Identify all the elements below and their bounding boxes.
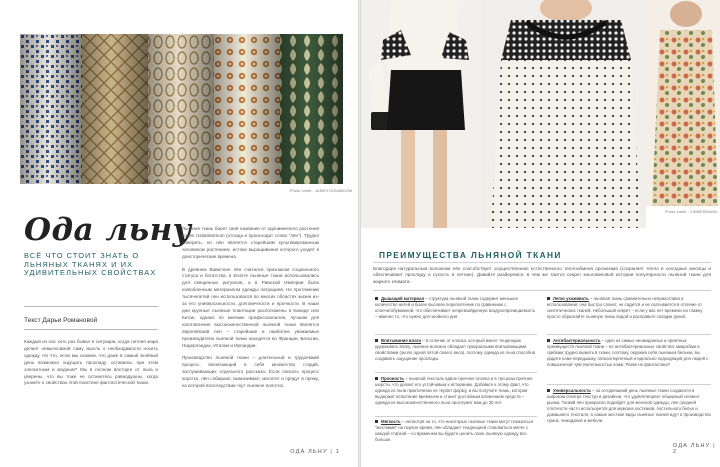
left-page [0, 0, 358, 467]
advantage-item [547, 338, 711, 368]
advantage-divider [375, 416, 537, 417]
section-intro: Благодаря натуральным волокнам лён способствует осуществлению естественного теплообмена организма (сохраняет тепло в холодные месяцы и обеспечивает прохладу и сухость в летние). Давайте разберемся, в чем же таится секрет многовековой истории популярности льняной ткани для жаркого климата. [373, 266, 711, 284]
advantage-item [375, 338, 537, 362]
advantage-term: Впитывание влаги [381, 338, 422, 343]
advantage-text: – льняная ткань сравнительно неприхотлива в использовании: она быстро сохнет, не садится и не скатывается в отличие от синтетических тканей. Небольшой секрет – если у вас нет времени на глажку, просто обрызгайте льняную ткань водой и расправьте складки рукой. [547, 296, 704, 319]
advantage-item [547, 296, 711, 320]
model-illustration [361, 0, 646, 228]
advantage-divider [547, 384, 711, 385]
advantage-term: Легко ухаживать [553, 296, 589, 301]
section-title: ПРЕИМУЩЕСТВА ЛЬНЯНОЙ ТКАНИ [379, 250, 562, 260]
advantage-term: Дышащий материал [381, 296, 425, 301]
fashion-photo-floral-dress [646, 0, 720, 206]
subtitle-divider [24, 306, 158, 307]
section-divider [373, 262, 711, 263]
advantage-divider [375, 372, 537, 373]
article-author: Текст Дарьи Романовой [24, 317, 98, 324]
advantage-item [375, 419, 537, 443]
floral-dress-illustration [646, 0, 720, 206]
left-photo-credit: Photo credit : JAMES DONABOOM [290, 189, 353, 193]
advantage-divider [547, 334, 711, 335]
advantage-text: – структура льняной ткани содержит меньшее количество нитей и более высокое переплетение по сравнению с хлопчатобумажной, что обеспечивает непревзойденную воздухопроницаемость – именно то, что нужно для знойного дня. [375, 296, 536, 319]
fabric-rolls-illustration [20, 34, 343, 184]
article-column [182, 226, 319, 396]
column-paragraph: Льняная ткань берет своё название от одноименного растения Linum Usitatissimum (отсюда и происходит слово "лён"). Трудно поверить, но лён является старейшим культивированным человеком растением, истоки выращивания которого уходят в доисторические времена. [182, 226, 319, 259]
advantage-term: Прочность [381, 376, 405, 381]
advantage-item [375, 296, 537, 320]
advantage-text: – одно из самых неожиданных и приятных преимуществ льняной ткани – ее антибактериальные свойства: микробам и грибкам трудно выжить в ткани, поэтому, окружив себя льняным бельем, вы дадите коже передышку, гипоаллергенный и идеально подходящий для людей с повышенной чувствительностью кожи. Разве не фантастика? [547, 338, 709, 367]
right-page-folio: ОДА ЛЬНУ | 2 [673, 443, 716, 455]
advantage-item [547, 388, 711, 423]
right-photo-credit: Photo credit : ZIMMERMANN [665, 210, 717, 214]
advantage-term: Мягкость [381, 419, 401, 424]
author-divider [24, 329, 158, 330]
advantage-term: Универсальность [553, 388, 591, 393]
advantage-text: – в отличие от хлопка, который имеет тенденцию удерживать влагу, льняное волокно обладает прекрасными впитывающими свойствами (около одной пятой своего веса), поэтому одежда из льна способна создавать ощущение прохлады. [375, 338, 536, 361]
article-title: Ода льну [24, 212, 192, 248]
lead-paragraph: Каждый из нас хоть раз бывал в ситуации, когда летняя жара делает невыносимой саму мысль о необходимости носить одежду. Но что, если мы скажем, что даже в самый знойный день возможно ощущать прохладу, оставаясь при этом элегантным и модным? Мы в полном восторге от льна и уверены, что вы тоже не останетесь равнодушны, когда узнаете о свойствах этой поистине фантастической ткани. [24, 339, 158, 386]
right-page [361, 0, 720, 467]
advantage-text: – льняной текстиль вдвое прочнее хлопка и в три раза прочнее шерсти, что делает его устойчивым к истиранию. Добавьте к этому факт, что одежда из льна практически не теряет форму, и вы получите ткань, которая выдержит испытание временем и станет достойным вложением средств – одежда из высококачественного льна прослужит вам до 30 лет. [375, 376, 533, 405]
advantage-item [375, 376, 537, 406]
advantage-divider [375, 334, 537, 335]
fashion-photo-lace-blouse [361, 0, 646, 228]
advantage-text: – несмотря на то, что некоторые льняные ткани могут показаться "жесткими" на первое время, лён обладает тенденцией становиться мягче с каждой стиркой – со временем вы будете ценить свою льняную одежду все больше. [375, 419, 534, 442]
advantage-text: – за сегодняшний день льняные ткани создаются в широком спектре текстур и дизайнов, что удовлетворяет обширный сегмент рынка. Тонкий лён прекрасно подойдёт для женской одежды, лён средней плотности часто используется для мужских костюмов, постельного белья и домашнего текстиля, а самые жесткие виды льняных тканей идут в производство сумок, чемоданов и мебели. [547, 388, 711, 423]
advantage-term: Антибактериальность [553, 338, 601, 343]
article-subtitle: ВСЁ ЧТО СТОИТ ЗНАТЬ О ЛЬНЯНЫХ ТКАНЯХ И ИХ УДИВИТЕЛЬНЫХ СВОЙСТВАХ [24, 251, 157, 278]
left-page-folio: ОДА ЛЬНУ | 1 [290, 449, 340, 455]
column-paragraph: В древнем Вавилоне лён считался признаком социального статуса и богатства, в Египте льняные ткани использовались для священных ритуалов, а в Римской Империи была излюбленным материалом одежды патрициев. На протяжении тысячелетий лен использовался во многих областях жизни из-за его универсальности, долговечности и прочности. В наши дни крупные льняные плантации расположены в Канаде или Китае, однако по мнению профессионалов, лучшим для изготовления высококачественной льняной ткани является европейский лен – старейшие и наиболее уважаемые производители льняной ткани находятся во Франции, Бельгии, Нидерландах, Италии и Ирландии. [182, 266, 319, 348]
column-paragraph: Производство льняной ткани – длительный и трудоемкий процесс, включающий в себя множество стадий, заслуживающих отдельного рассказа. Если описать процесс коротко, лён собирают, вымачивают, молотят и прядут в пряжу, из которой впоследствии ткут льняное полотно. [182, 355, 319, 389]
linen-fabric-rolls-photo [20, 34, 343, 184]
intro-divider [373, 290, 711, 291]
